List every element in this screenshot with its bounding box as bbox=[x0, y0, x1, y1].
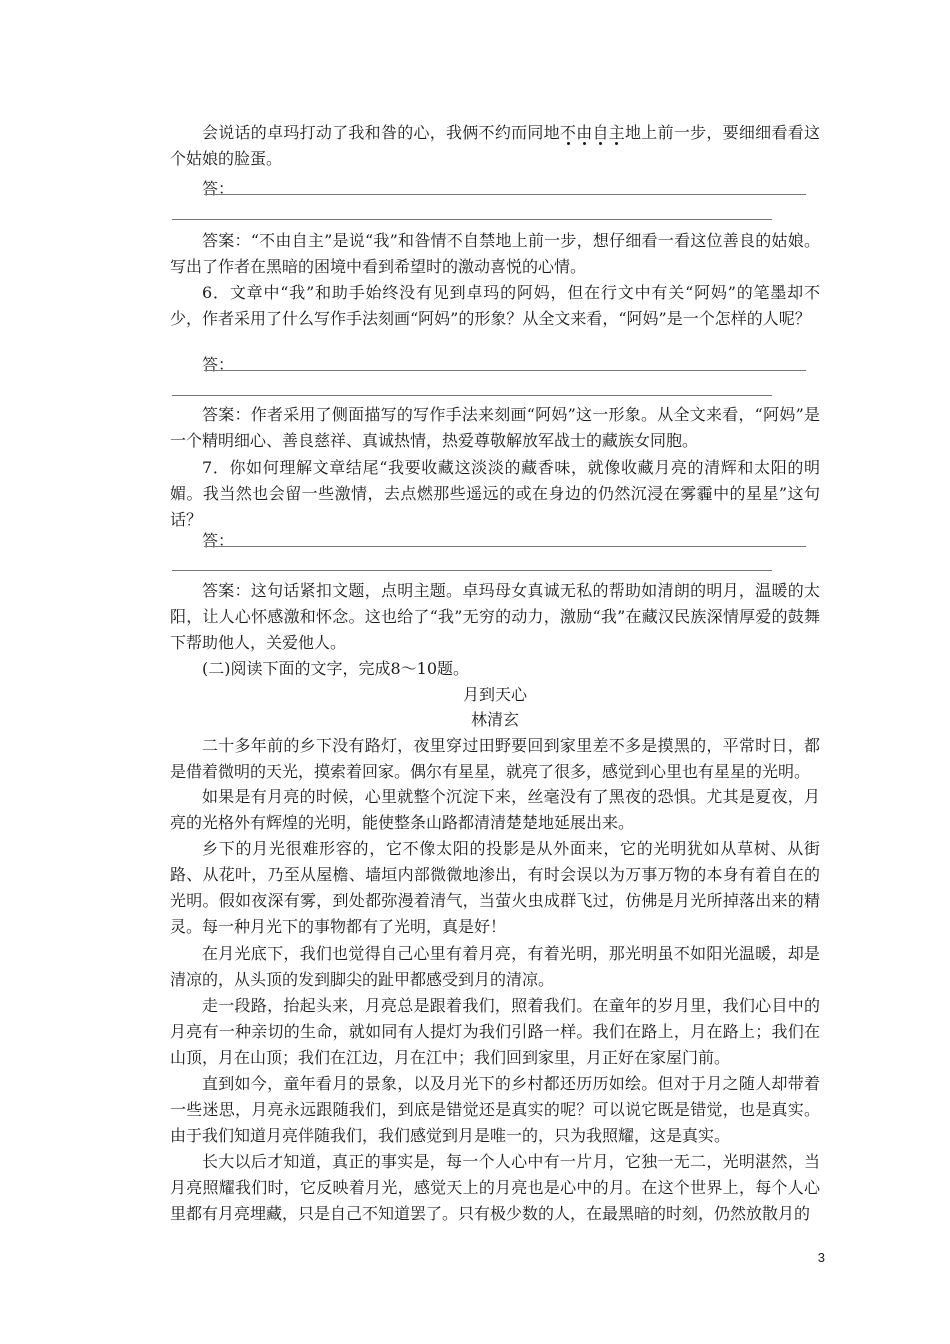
article-paragraph: 二十多年前的乡下没有路灯，夜里穿过田野要回到家里差不多是摸黑的，平常时日，都是借着微明的天光，摸索着回家。偶尔有星星，就亮了很多，感觉到心里也有星星的光明。 bbox=[170, 736, 820, 781]
answer-label: 答： bbox=[202, 355, 235, 374]
answer-rule bbox=[172, 570, 772, 571]
article-author: 林清玄 bbox=[470, 710, 519, 729]
emphasis-char: 自 bbox=[592, 123, 609, 142]
q5-passage bbox=[170, 120, 820, 172]
answer-rule bbox=[172, 395, 772, 396]
q5-text-before: 会说话的卓玛打动了我和昝的心，我俩不约而同地 bbox=[202, 123, 560, 142]
emphasis-char: 主 bbox=[608, 123, 626, 142]
section-instruction: (二)阅读下面的文字，完成8～10题。 bbox=[202, 659, 470, 678]
q5-answer-line[interactable] bbox=[170, 176, 820, 202]
answer-rule bbox=[204, 370, 806, 371]
answer-rule bbox=[172, 219, 772, 220]
article-paragraph: 每一种月光下的事物都有了光明，真是好！ bbox=[202, 917, 507, 936]
emphasis-char: 由 bbox=[576, 123, 593, 142]
article-paragraph: 走一段路，抬起头来，月亮总是跟着我们，照着我们。在童年的岁月里，我们心目中的月亮有一种亲切的生命，就如同有人提灯为我们引路一样。我们在路上，月在路上；我们在山顶，月在山顶；我们在江边，月在江中；我们回到家里，月正好在家屋门前。 bbox=[170, 996, 820, 1067]
q6-question: 6．文章中“我”和助手始终没有见到卓玛的阿妈，但在行文中有关“阿妈”的笔墨却不少，作者采用了什么写作手法刻画“阿妈”的形象？从全文来看，“阿妈”是一个怎样的人呢？ bbox=[170, 283, 820, 328]
article-title: 月到天心 bbox=[462, 685, 527, 704]
emphasis-char: 不 bbox=[559, 123, 577, 142]
q6-answer: 答案：作者采用了侧面描写的写作手法来刻画“阿妈”这一形象。从全文来看，“阿妈”是一个精明细心、善良慈祥、真诚热情，热爱尊敬解放军战士的藏族女同胞。 bbox=[170, 405, 820, 450]
answer-rule bbox=[204, 546, 806, 547]
q5-text-after: 地上前一步，要细细看看这个姑娘的脸蛋。 bbox=[170, 123, 820, 168]
article-paragraph: 如果是有月亮的时候，心里就整个沉淀下来，丝毫没有了黑夜的恐惧。尤其是夏夜，月亮的光格外有辉煌的光明，能使整条山路都清清楚楚地延展出来。 bbox=[170, 787, 820, 832]
q5-answer: 答案：“不由自主”是说“我”和昝情不自禁地上前一步，想仔细看一看这位善良的姑娘。写出了作者在黑暗的困境中看到希望时的激动喜悦的心情。 bbox=[170, 231, 820, 276]
answer-rule bbox=[204, 194, 806, 195]
q7-question: 7．你如何理解文章结尾“我要收藏这淡淡的藏香味，就像收藏月亮的清辉和太阳的明媚。我当然也会留一些激情，去点燃那些遥远的或在身边的仍然沉浸在雾霾中的星星”这句话？ bbox=[170, 458, 820, 529]
article-paragraph: 乡下的月光很难形容的，它不像太阳的投影是从外面来，它的光明犹如从草树、从街路、从花叶，乃至从屋檐、墙垣内部微微地渗出，有时会误以为万事万物的本身有着自在的光明。假如夜深有雾，到处都弥漫着清气，当萤火虫成群飞过，仿佛是月光所掉落出来的精灵。 bbox=[170, 839, 820, 936]
article-paragraph: 长大以后才知道，真正的事实是，每一个人心中有一片月，它独一无二，光明湛然，当月亮照耀我们时，它反映着月光，感觉天上的月亮也是心中的月。在这个世界上，每个人心里都有月亮埋藏，只是自己不知道罢了。只有极少数的人，在最黑暗的时刻，仍然放散月的 bbox=[170, 1152, 820, 1223]
article-paragraph: 直到如今，童年看月的景象，以及月光下的乡村都还历历如绘。但对于月之随人却带着一些迷思，月亮永远跟随我们，到底是错觉还是真实的呢？可以说它既是错觉，也是真实。由于我们知道月亮伴随我们，我们感觉到月是唯一的，只为我照耀，这是真实。 bbox=[170, 1074, 820, 1145]
answer-label: 答： bbox=[202, 179, 235, 198]
q7-answer: 答案：这句话紧扣文题，点明主题。卓玛母女真诚无私的帮助如清朗的明月，温暖的太阳，让人心怀感激和怀念。这也给了“我”无穷的动力，激励“我”在藏汉民族深情厚爱的鼓舞下帮助他人，关爱他人。 bbox=[170, 581, 820, 652]
q6-answer-line[interactable] bbox=[170, 352, 820, 378]
q7-answer-line[interactable] bbox=[170, 528, 820, 554]
article-paragraph: 在月光底下，我们也觉得自己心里有着月亮，有着光明，那光明虽不如阳光温暖，却是清凉的，从头顶的发到脚尖的趾甲都感受到月的清凉。 bbox=[170, 944, 820, 989]
page-number: 3 bbox=[817, 1250, 825, 1265]
answer-label: 答： bbox=[202, 531, 235, 550]
